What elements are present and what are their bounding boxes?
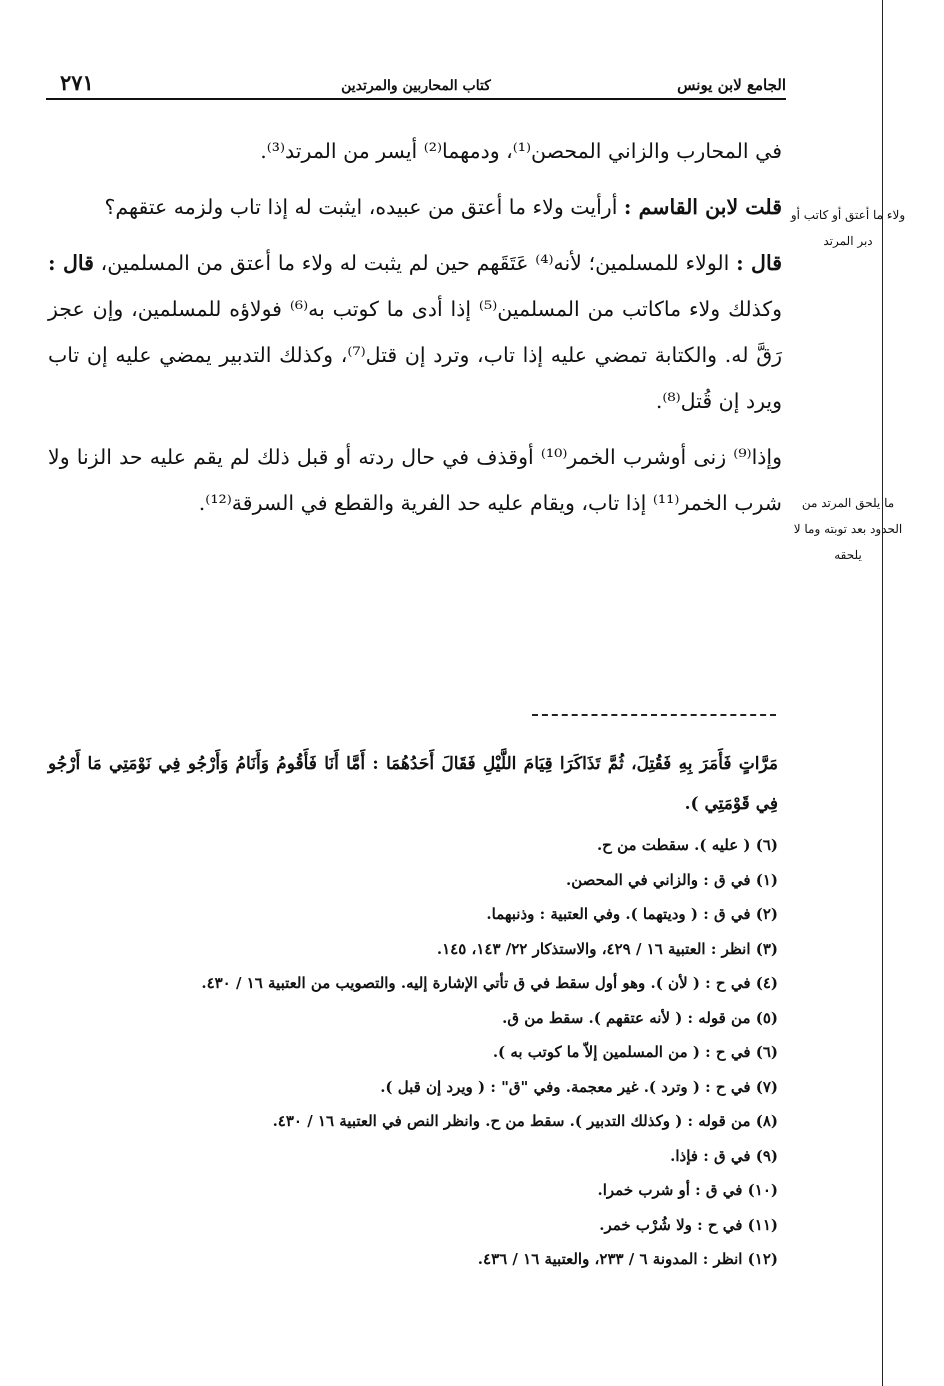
footnote-continuation: مَرَّاتٍ فَأَمَرَ بِهِ فَقُتِلَ، ثُمَّ تَذَاكَرَا قِيَامَ اللَّيْلِ فَقَالَ أَحَدُهُمَا : أَمَّا أَنَا فَأَقُومُ وَأَنَامُ وَأَرْجُو فِي نَوْمَتِي مَا أَرْجُو فِي قَوْمَتِي ). — [48, 754, 778, 814]
paragraph-3-text-a: الولاء للمسلمين؛ لأنه⁽⁴⁾ عَتَقَهم حين لم يثبت له ولاء ما أعتق من المسلمين، — [93, 251, 737, 275]
footnote: (١) في ق : والزاني في المحصن. — [566, 870, 778, 889]
footnote: (٩) في ق : فإذا. — [670, 1146, 778, 1165]
paragraph-2-lead: قلت لابن القاسم : — [623, 195, 782, 219]
paragraph-2-text: أرأيت ولاء ما أعتق من عبيده، ايثبت له إذا تاب ولزمه عتقهم؟ — [104, 195, 624, 219]
main-text — [48, 128, 782, 536]
footnote-divider — [532, 714, 776, 716]
footnote: (٦) ( عليه ). سقطت من ح. — [596, 836, 778, 854]
footnote: (١٠) في ق : أو شرب خمرا. — [597, 1181, 778, 1199]
footnote: (٢) في ق : ( وديتهما ). وفي العتبية : وذنبهما. — [486, 905, 778, 923]
footnote: (١٢) انظر : المدونة ٦ / ٢٣٣، والعتبية ١٦ / ٤٣٦. — [477, 1250, 778, 1268]
footnote: (٨) من قوله : ( وكذلك التدبير ). سقط من ح. وانظر النص في العتبية ١٦ / ٤٣٠. — [272, 1112, 778, 1130]
page-number: ٢٧١ — [60, 70, 94, 95]
footnote: (١١) في ح : ولا شُرْب خمر. — [599, 1215, 778, 1234]
margin-note-wala: ولاء ما أعتق أو كاتب أو دبر المرتد — [790, 208, 906, 248]
footnotes — [48, 744, 778, 1277]
header-rule — [46, 98, 786, 100]
footnote: (٥) من قوله : ( لأنه عتقهم ). سقط من ق. — [502, 1008, 778, 1027]
paragraph-3-text-b: وكذلك ولاء ماكاتب من المسلمين⁽⁵⁾ إذا أدى ما كوتب به⁽⁶⁾ فولاؤه للمسلمين، وإن عجز رَقَّ له. والكتابة تمضي عليه إذا تاب، وترد إن قتل⁽⁷⁾، وكذلك التدبير يمضي عليه إن تاب ويرد إن قُتل⁽⁸⁾. — [48, 297, 783, 413]
paragraph-4: وإذا⁽⁹⁾ زنى أوشرب الخمر⁽¹⁰⁾ أوقذف في حال ردته أو قبل ذلك لم يقم عليه حد الزنا ولا شرب الخمر⁽¹¹⁾ إذا تاب، ويقام عليه حد الفرية والقطع في السرقة⁽¹²⁾. — [48, 445, 782, 515]
chapter-title: كتاب المحاربين والمرتدين — [341, 78, 491, 94]
paragraph-3 — [48, 240, 782, 424]
footnote: (٤) في ح : ( لأن ). وهو أول سقط في ق تأتي الإشارة إليه. والتصويب من العتبية ١٦ / ٤٣٠. — [201, 974, 778, 992]
page-header — [46, 70, 786, 100]
book-title: الجامع لابن يونس — [677, 76, 786, 94]
footnote: (٦) في ح : ( من المسلمين إلاّ ما كوتب به ). — [492, 1043, 778, 1061]
paragraph-2 — [48, 184, 782, 230]
footnote: (٣) انظر : العتبية ١٦ / ٤٢٩، والاستذكار ٢٢/ ١٤٣، ١٤٥. — [436, 939, 778, 958]
paragraph-3-lead: قال : — [736, 251, 782, 275]
paragraph-1: في المحارب والزاني المحصن⁽¹⁾، ودمهما⁽²⁾ أيسر من المرتد⁽³⁾. — [260, 139, 782, 163]
footnote: (٧) في ح : ( وترد ). غير معجمة. وفي "ق" : ( ويرد إن قبل ). — [380, 1077, 778, 1096]
margin-note-hudud: ما يلحق المرتد من الحدود بعد توبته وما لا يلحقه — [793, 496, 903, 562]
paragraph-3-lead-b: قال : — [48, 251, 94, 275]
